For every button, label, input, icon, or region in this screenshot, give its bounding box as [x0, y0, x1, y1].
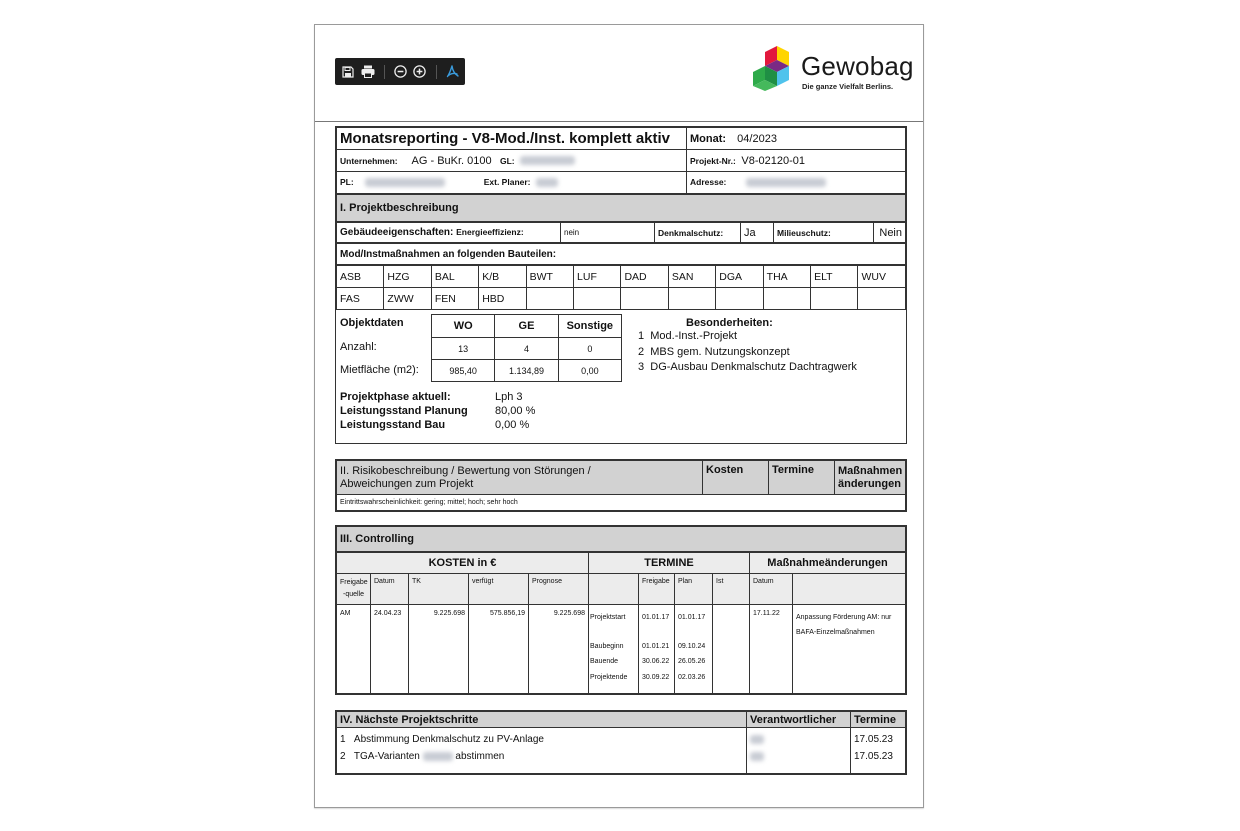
col-freigabequelle-1: Freigabe — [340, 579, 368, 586]
report-title: Monatsreporting - V8-Mod./Inst. komplett aktiv — [337, 128, 687, 150]
anzahl-label: Anzahl: — [340, 341, 377, 353]
bauteil-cell: THA — [763, 266, 810, 288]
termin-labels — [589, 605, 639, 694]
col-ist: Ist — [713, 574, 750, 605]
col-verfuegt: verfügt — [469, 574, 529, 605]
massnahmen-line1: Maßnahmen — [838, 464, 903, 477]
plan-date: 09.10.24 — [678, 642, 706, 650]
denkmal-value: Ja — [741, 223, 774, 243]
step-text: TGA-Varianten — [353, 751, 420, 762]
save-icon — [342, 66, 354, 78]
bauteile-grid — [336, 265, 906, 310]
bauteil-cell: DGA — [716, 266, 763, 288]
bauteil-cell: WUV — [858, 266, 906, 288]
zoom-out-button[interactable] — [393, 64, 407, 80]
freigabe-date: 30.06.22 — [642, 658, 670, 665]
toolbar-separator — [384, 65, 385, 79]
besonderheit-item — [638, 345, 857, 361]
bauteil-cell — [716, 288, 763, 310]
step-text-after: abstimmen — [455, 751, 505, 762]
termin-label: Baubeginn — [590, 642, 624, 650]
controlling-row — [337, 605, 906, 694]
projekt-nr-value: V8-02120-01 — [741, 154, 805, 167]
massnahme-header: Maßnahmeänderungen — [750, 553, 906, 574]
col-verantwortlicher: Verantwortlicher — [747, 712, 851, 728]
col-kosten: Kosten — [703, 461, 769, 495]
freigabe-date: 30.09.22 — [642, 673, 670, 681]
termin-freigabe — [639, 605, 675, 694]
col-ge: GE — [495, 315, 558, 338]
bauteil-cell — [574, 288, 621, 310]
termin-ist — [713, 605, 750, 694]
pl-label: PL: — [340, 177, 354, 187]
projekt-nr-label: Projekt-Nr.: — [690, 155, 736, 166]
acrobat-icon — [446, 65, 459, 78]
section2-title-line2: Abweichungen zum Projekt — [340, 477, 474, 490]
redacted-adresse — [746, 178, 826, 187]
report-header — [335, 126, 907, 195]
section-controlling — [335, 525, 907, 695]
step-termin: 17.05.23 — [854, 751, 893, 762]
bauteil-cell: K/B — [479, 266, 526, 288]
col-plan: Plan — [675, 574, 713, 605]
bauteil-cell: ELT — [811, 266, 858, 288]
bauteil-cell: FAS — [337, 288, 384, 310]
item-number: 3 — [638, 361, 645, 373]
redacted-verantwortlicher — [750, 735, 764, 744]
logo-cubes-icon — [751, 45, 795, 91]
gebaeude-label: Gebäudeeigenschaften: — [340, 227, 454, 238]
step-text: Abstimmung Denkmalschutz zu PV-Anlage — [353, 734, 544, 745]
mietflaeche-wo: 985,40 — [432, 360, 495, 382]
bauteil-cell: BAL — [431, 266, 478, 288]
zoom-in-button[interactable] — [413, 64, 427, 80]
freigabe-date: 01.01.21 — [642, 642, 670, 650]
bauteil-cell: HZG — [384, 266, 431, 288]
print-icon — [361, 65, 375, 78]
item-text: Mod.-Inst.-Projekt — [650, 330, 738, 342]
plan-date: 26.05.26 — [678, 658, 706, 665]
m-text-value — [793, 605, 906, 694]
objektdaten-area — [336, 310, 906, 438]
col-termin-label — [589, 574, 639, 605]
redacted-text — [423, 752, 453, 761]
item-text: MBS gem. Nutzungskonzept — [650, 345, 790, 358]
zoom-out-icon — [394, 65, 407, 78]
print-button[interactable] — [361, 64, 375, 80]
bauteil-cell — [526, 288, 573, 310]
col-datum: Datum — [371, 574, 409, 605]
verfuegt-value: 575.856,19 — [469, 605, 529, 694]
termin-label: Bauende — [590, 658, 619, 665]
bauteil-cell: HBD — [479, 288, 526, 310]
plan-date: 01.01.17 — [678, 614, 706, 621]
planung-value: 80,00 % — [495, 405, 536, 417]
verantwortlicher-values — [747, 728, 851, 774]
col-termine: Termine — [769, 461, 835, 495]
document-page — [314, 24, 924, 808]
mietflaeche-label: Mietfläche (m2): — [340, 364, 419, 376]
prognose-value: 9.225.698 — [529, 605, 589, 694]
bauteil-cell: ZWW — [384, 288, 431, 310]
pdf-toolbar — [335, 58, 465, 85]
bau-label: Leistungsstand Bau — [340, 419, 446, 431]
freigabe-date: 01.01.17 — [642, 614, 670, 621]
bauteil-cell — [763, 288, 810, 310]
massnahmen-label: Mod/Instmaßnahmen an folgenden Bauteilen: — [337, 244, 906, 265]
logo-wordmark: Gewobag — [801, 51, 914, 81]
energie-label: Energieeffizienz: — [456, 227, 524, 237]
anzahl-wo: 13 — [432, 338, 495, 360]
besonderheit-item — [638, 360, 857, 376]
ext-planer-label: Ext. Planer: — [483, 177, 531, 187]
planung-label: Leistungsstand Planung — [340, 405, 468, 417]
col-massnahmen — [835, 461, 906, 495]
besonderheit-item — [638, 329, 857, 345]
item-number: 2 — [638, 345, 645, 358]
termine-header: TERMINE — [589, 553, 750, 574]
zoom-in-icon — [413, 65, 426, 78]
col-freigabequelle-2: -quelle — [342, 591, 364, 598]
termine-values — [851, 728, 906, 774]
col-tk: TK — [409, 574, 469, 605]
datum-value: 24.04.23 — [371, 605, 409, 694]
step-number: 2 — [340, 751, 346, 762]
bauteil-cell: BWT — [526, 266, 573, 288]
m-datum-value: 17.11.22 — [750, 605, 793, 694]
projektphase-value: Lph 3 — [495, 391, 523, 403]
termin-label: Projektstart — [590, 614, 626, 621]
section-projektbeschreibung — [335, 193, 907, 444]
freigabequelle-value: AM — [337, 605, 371, 694]
bauteil-cell — [858, 288, 906, 310]
redacted-verantwortlicher — [750, 752, 764, 761]
bauteil-cell — [668, 288, 715, 310]
step-number: 1 — [340, 734, 346, 745]
redacted-ext-planer — [536, 178, 558, 187]
objektdaten-title: Objektdaten — [340, 317, 404, 329]
milieu-value: Nein — [874, 223, 906, 243]
energie-value: nein — [561, 223, 655, 243]
section1-title: I. Projektbeschreibung — [337, 195, 906, 222]
projektstatus — [340, 390, 535, 432]
col-wo: WO — [432, 315, 495, 338]
unternehmen-label: Unternehmen: — [340, 155, 398, 166]
col-sonstige: Sonstige — [558, 315, 621, 338]
bauteil-cell: ASB — [337, 266, 384, 288]
tk-value: 9.225.698 — [409, 605, 469, 694]
step-termin: 17.05.23 — [854, 734, 893, 745]
step-item — [340, 731, 743, 748]
monat-label: Monat: — [690, 132, 727, 145]
col-m-text — [793, 574, 906, 605]
save-button[interactable] — [341, 64, 355, 80]
section3-title: III. Controlling — [337, 527, 906, 552]
col-freigabequelle — [337, 574, 371, 605]
bauteil-cell — [811, 288, 858, 310]
milieu-label: Milieuschutz: — [774, 223, 874, 243]
kosten-header: KOSTEN in € — [337, 553, 589, 574]
monat-value: 04/2023 — [737, 132, 777, 145]
redacted-pl — [365, 178, 445, 187]
m-text-line1: Anpassung Förderung AM: nur — [796, 614, 892, 621]
bauteil-cell: LUF — [574, 266, 621, 288]
adresse-label: Adresse: — [690, 177, 727, 187]
item-text: DG-Ausbau Denkmalschutz Dachtragwerk — [650, 361, 857, 373]
gewobag-logo — [751, 45, 916, 95]
besonderheiten-title: Besonderheiten: — [686, 317, 773, 329]
termin-label: Projektende — [590, 673, 628, 681]
objektdaten-table — [431, 314, 622, 382]
section-risikobeschreibung — [335, 459, 907, 512]
toolbar-separator — [436, 65, 437, 79]
gl-label: GL: — [499, 155, 515, 166]
steps-list — [337, 728, 747, 774]
denkmal-label: Denkmalschutz: — [655, 223, 741, 243]
header-divider — [315, 121, 923, 122]
section-naechste-schritte — [335, 710, 907, 775]
projektphase-label: Projektphase aktuell: — [340, 391, 451, 403]
unternehmen-value: AG - BuKr. 0100 — [411, 154, 492, 167]
bauteil-cell — [621, 288, 668, 310]
eintritts-note: Eintrittswahrscheinlichkeit: gering; mittel; hoch; sehr hoch — [337, 495, 906, 511]
termin-plan — [675, 605, 713, 694]
bauteil-cell: FEN — [431, 288, 478, 310]
section2-title-line1: II. Risikobeschreibung / Bewertung von Störungen / — [340, 464, 591, 477]
col-freigabe: Freigabe — [639, 574, 675, 605]
anzahl-sonstige: 0 — [558, 338, 621, 360]
bau-value: 0,00 % — [495, 419, 530, 431]
bauteil-cell: SAN — [668, 266, 715, 288]
bauteil-cell: DAD — [621, 266, 668, 288]
col-termine: Termine — [851, 712, 906, 728]
section4-title: IV. Nächste Projektschritte — [337, 712, 747, 728]
mietflaeche-sonstige: 0,00 — [558, 360, 621, 382]
col-prognose: Prognose — [529, 574, 589, 605]
item-number: 1 — [638, 330, 645, 342]
plan-date: 02.03.26 — [678, 673, 706, 681]
besonderheiten-list — [638, 329, 857, 376]
massnahmen-line2: änderungen — [838, 477, 901, 490]
acrobat-button[interactable] — [445, 64, 459, 80]
anzahl-ge: 4 — [495, 338, 558, 360]
m-text-line2: BAFA-Einzelmaßnahmen — [796, 629, 875, 636]
section2-title — [337, 461, 703, 495]
logo-tagline: Die ganze Vielfalt Berlins. — [802, 82, 894, 91]
step-item — [340, 748, 743, 765]
col-m-datum: Datum — [750, 574, 793, 605]
mietflaeche-ge: 1.134,89 — [495, 360, 558, 382]
redacted-gl — [520, 156, 575, 165]
